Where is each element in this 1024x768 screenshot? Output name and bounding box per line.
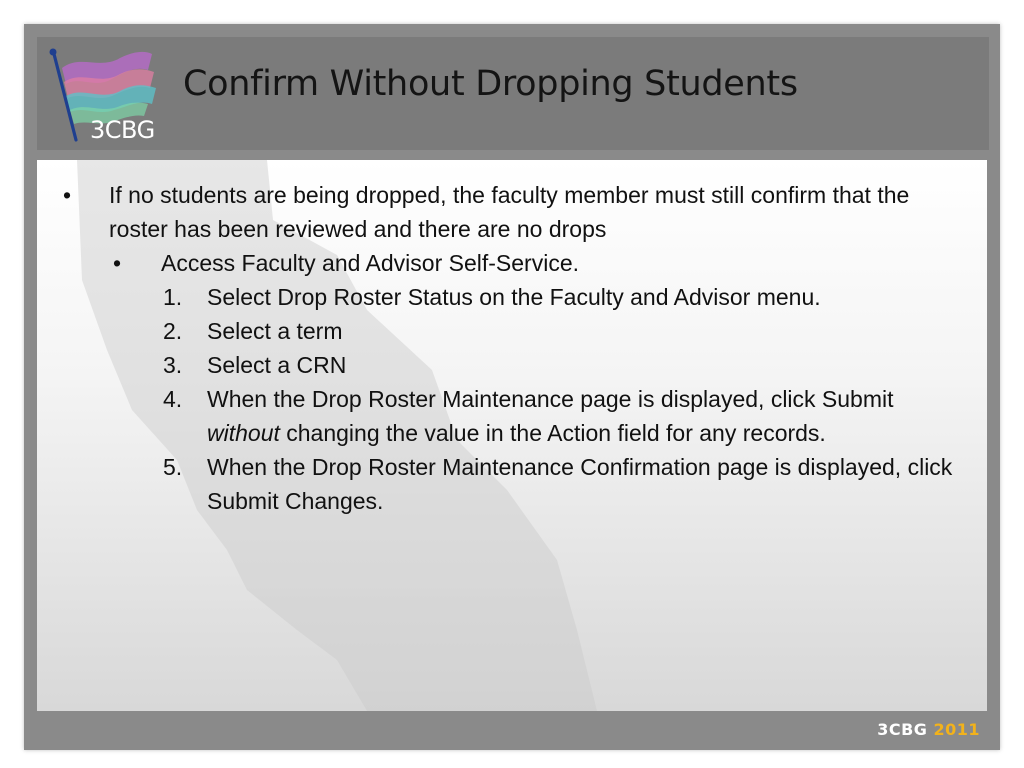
content-panel	[37, 160, 987, 711]
step-number: 4.	[163, 386, 183, 412]
logo	[40, 40, 165, 148]
step-text-emphasis: without	[207, 420, 280, 446]
bullet-text: Access Faculty and Advisor Self-Service.	[161, 250, 579, 276]
step-text-post: changing the value in the Action field for any records.	[279, 420, 826, 446]
footer-brand	[877, 720, 980, 739]
bullet-item-level2	[113, 246, 961, 280]
bullet-glyph: •	[113, 250, 122, 276]
step-item	[163, 280, 967, 314]
step-number: 2.	[163, 318, 183, 344]
step-item	[163, 450, 967, 518]
numbered-steps	[163, 280, 967, 518]
step-text: When the Drop Roster Maintenance Confirmation page is displayed, click Submit Changes.	[207, 454, 953, 514]
bullet-glyph: •	[63, 182, 72, 208]
bullet-text: If no students are being dropped, the faculty member must still confirm that the roster has been reviewed and there are no drops	[109, 182, 910, 242]
step-number: 5.	[163, 454, 183, 480]
bullet-item-level1	[63, 178, 949, 246]
step-text-pre: When the Drop Roster Maintenance page is displayed, click Submit	[207, 386, 894, 412]
step-number: 1.	[163, 284, 183, 310]
step-item	[163, 348, 967, 382]
step-text: Select a term	[207, 318, 343, 344]
step-number: 3.	[163, 352, 183, 378]
step-text: Select Drop Roster Status on the Faculty and Advisor menu.	[207, 284, 821, 310]
footer-brand-name: 3CBG	[877, 720, 928, 739]
slide-title: Confirm Without Dropping Students	[183, 64, 798, 104]
logo-text: 3CBG	[90, 116, 155, 144]
step-text: Select a CRN	[207, 352, 347, 378]
step-item	[163, 314, 967, 348]
footer-year: 2011	[933, 720, 980, 739]
step-item	[163, 382, 967, 450]
